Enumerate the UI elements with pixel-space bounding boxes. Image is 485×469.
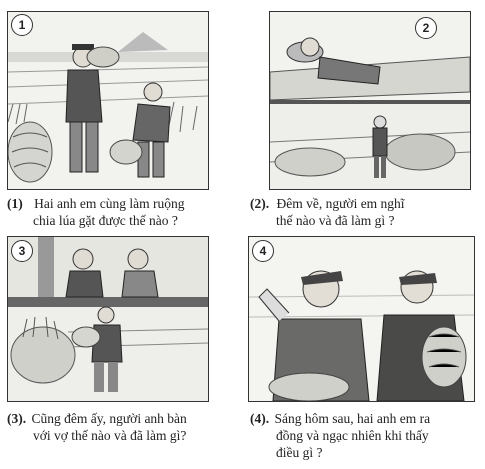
caption-line-1: Hai anh em cùng làm ruộng	[34, 196, 185, 211]
illustration-panel-4	[248, 236, 475, 402]
panel-number-3: 3	[11, 240, 33, 262]
caption-line-2: với vợ thế nào và đã làm gì?	[33, 428, 187, 443]
brother-and-wife-scene-image	[8, 237, 208, 401]
caption-line-2: đồng và ngạc nhiên khi thấy	[276, 428, 429, 443]
caption-3	[7, 410, 247, 444]
caption-4	[250, 410, 480, 461]
harvest-scene-image	[8, 12, 208, 189]
caption-1	[7, 195, 247, 229]
panel-number-4: 4	[252, 240, 274, 262]
caption-label: (2).	[250, 196, 270, 211]
surprised-brothers-scene-image	[249, 237, 474, 401]
caption-line-1: Đêm về, người em nghĩ	[276, 196, 405, 211]
caption-2	[250, 195, 480, 229]
illustration-panel-2	[269, 11, 471, 190]
illustration-panel-1	[7, 11, 209, 190]
caption-line-2: thế nào và đã làm gì ?	[276, 213, 395, 228]
caption-label: (4).	[250, 411, 270, 426]
panel-number-2: 2	[415, 17, 437, 39]
panel-number-1: 1	[11, 14, 33, 36]
caption-line-1: Cũng đêm ấy, người anh bàn	[31, 411, 187, 426]
caption-line-3: điều gì ?	[276, 445, 323, 460]
caption-line-2: chia lúa gặt được thế nào ?	[33, 213, 178, 228]
caption-label: (1)	[7, 196, 23, 211]
caption-line-1: Sáng hôm sau, hai anh em ra	[274, 411, 431, 426]
night-thinking-scene-image	[270, 12, 470, 189]
caption-label: (3).	[7, 411, 27, 426]
illustration-panel-3	[7, 236, 209, 402]
